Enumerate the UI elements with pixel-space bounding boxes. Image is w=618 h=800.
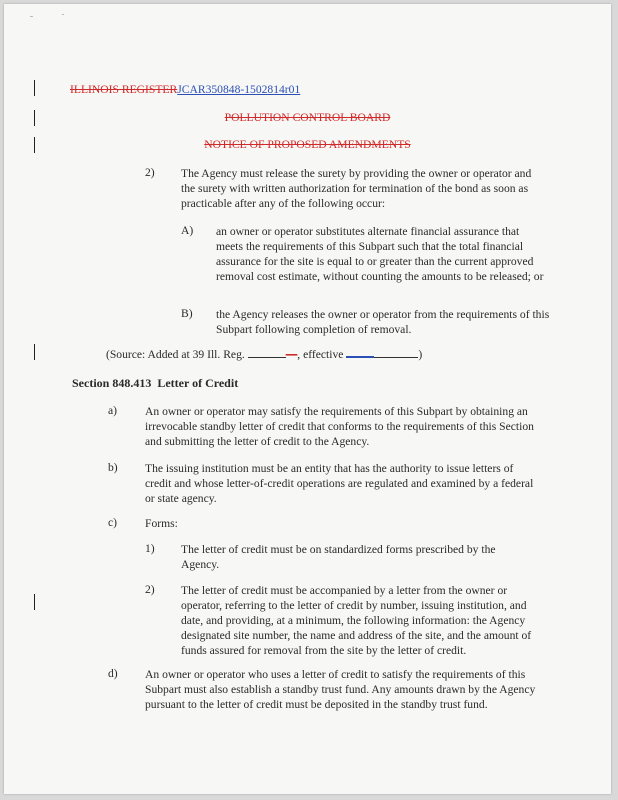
register-inserted-text: JCAR350848-1502814r01	[177, 83, 301, 96]
source-suffix: )	[418, 348, 423, 361]
document-page	[4, 4, 611, 794]
item-d-label: d)	[108, 667, 118, 680]
item-B-text: the Agency releases the owner or operator from the requirements of this Subpart following completion of removal.	[216, 308, 550, 336]
item-2-label: 2)	[145, 166, 155, 179]
source-note	[106, 347, 422, 362]
notice-title: NOTICE OF PROPOSED AMENDMENTS	[204, 138, 411, 151]
item-A-text: an owner or operator substitutes alternate financial assurance that meets the requirements of this Subpart such that the total financial assurance for the site is equal to or greater than the current approved removal cost estimate, without counting the amounts to be released; or	[216, 225, 544, 283]
board-title: POLLUTION CONTROL BOARD	[224, 111, 391, 124]
section-heading: Section 848.413 Letter of Credit	[72, 376, 239, 390]
source-blank-effective	[374, 357, 418, 358]
item-d-text: An owner or operator who uses a letter of credit to satisfy the requirements of this Subpart must also establish a standby trust fund. Any amounts drawn by the Agency pursuant to the letter of credit must be deposited in the standby trust fund.	[145, 668, 536, 711]
item-B-label: B)	[181, 307, 193, 320]
item-2-text: The Agency must release the surety by providing the owner or operator and the surety with written authorization for termination of the bond as soon as practicable after any of the following occur:	[181, 167, 532, 210]
notice-title-line	[4, 137, 611, 152]
item-c-text: Forms:	[145, 517, 178, 530]
form-1-label: 1)	[145, 542, 155, 555]
item-b-text: The issuing institution must be an entity that has the authority to issue letters of credit and whose letter-of-credit operations are regulated and examined by a federal or state agency.	[145, 462, 534, 505]
form-1-text: The letter of credit must be on standardized forms prescribed by the Agency.	[181, 543, 496, 571]
item-a-label: a)	[108, 404, 118, 417]
item-b-label: b)	[108, 461, 118, 474]
source-blank-inserted	[346, 356, 374, 358]
register-header	[70, 82, 300, 97]
scan-speck	[30, 16, 33, 17]
form-2-label: 2)	[145, 583, 155, 596]
item-c-label: c)	[108, 516, 118, 529]
item-A-label: A)	[181, 224, 194, 237]
scan-speck	[62, 14, 64, 15]
change-bar	[34, 344, 35, 360]
source-deleted-dash: —	[285, 348, 298, 361]
board-title-line	[4, 110, 611, 125]
form-2-text: The letter of credit must be accompanied by a letter from the owner or operator, referring to the letter of credit by number, issuing institution, and date, and providing, at a minimum, the following information: the Agency designated site number, the name and address of the site, and the amount of funds assured for removal from the site by the letter of credit.	[181, 584, 532, 657]
source-middle: , effective	[297, 348, 347, 361]
source-blank-register	[248, 357, 286, 358]
register-deleted-text: ILLINOIS REGISTER	[70, 83, 178, 96]
change-bar	[34, 80, 35, 96]
item-a-text: An owner or operator may satisfy the requirements of this Subpart by obtaining an irrevocable standby letter of credit that conforms to the requirements of this Section and submitting the letter of credit to the Agency.	[145, 405, 534, 448]
source-prefix: (Source: Added at 39 Ill. Reg.	[106, 348, 248, 361]
change-bar	[34, 594, 35, 610]
